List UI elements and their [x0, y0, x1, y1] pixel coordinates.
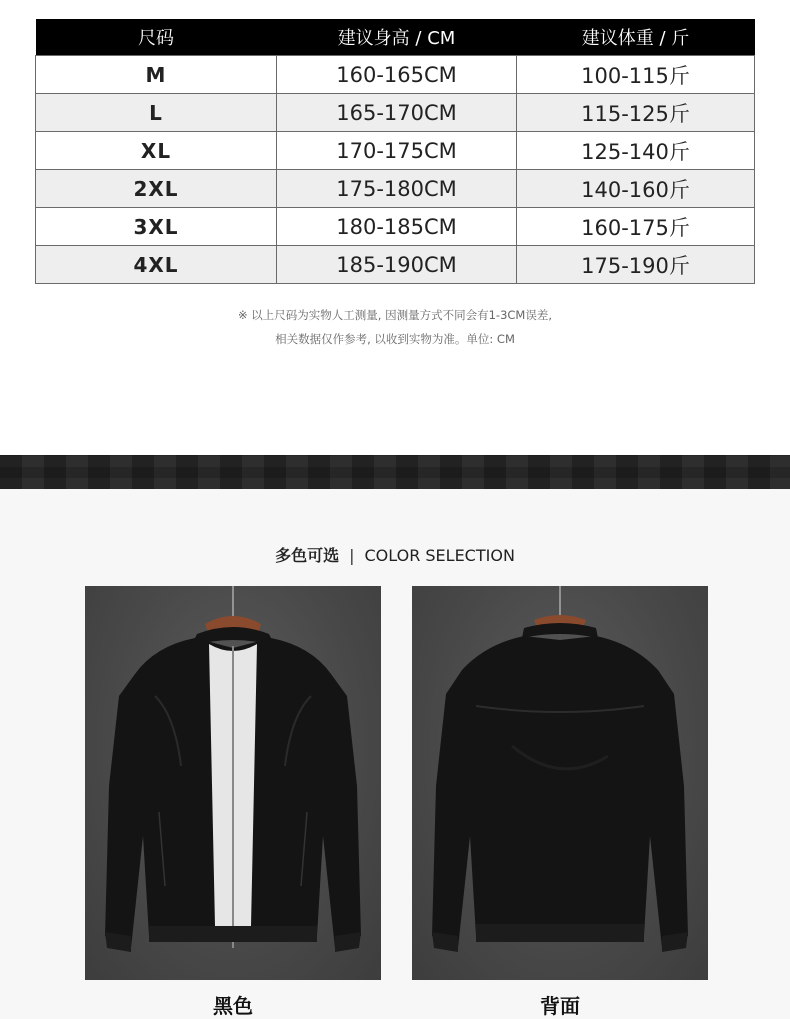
caption-black: 黑色 [213, 994, 253, 1018]
height-cell: 185-190CM [277, 246, 517, 284]
measurement-note-line2: 相关数据仅作参考, 以收到实物为准。单位: CM [275, 332, 515, 346]
height-cell: 170-175CM [277, 132, 517, 170]
size-chart-header-row [36, 19, 755, 56]
height-cell: 175-180CM [277, 170, 517, 208]
weight-cell: 140-160斤 [517, 170, 755, 208]
size-cell: XL [36, 132, 277, 170]
section-divider-banner [0, 455, 790, 489]
header-weight: 建议体重 / 斤 [517, 19, 755, 56]
table-row [36, 170, 755, 208]
jacket-back-image [412, 586, 708, 980]
color-selection-title [0, 543, 790, 566]
size-cell: L [36, 94, 277, 132]
weight-cell: 125-140斤 [517, 132, 755, 170]
header-height: 建议身高 / CM [277, 19, 517, 56]
size-cell: 4XL [36, 246, 277, 284]
height-cell: 160-165CM [277, 56, 517, 94]
size-cell: 2XL [36, 170, 277, 208]
jacket-back-icon [412, 586, 708, 980]
weight-cell: 100-115斤 [517, 56, 755, 94]
weight-cell: 115-125斤 [517, 94, 755, 132]
title-separator: | [349, 546, 355, 565]
table-row [36, 132, 755, 170]
header-size: 尺码 [36, 19, 277, 56]
title-en: COLOR SELECTION [364, 546, 515, 565]
table-row [36, 94, 755, 132]
jacket-front-icon [85, 586, 381, 980]
title-cn: 多色可选 [275, 546, 340, 565]
weight-cell: 175-190斤 [517, 246, 755, 284]
weight-cell: 160-175斤 [517, 208, 755, 246]
measurement-note-line1: ※ 以上尺码为实物人工测量, 因测量方式不同会有1-3CM误差, [238, 308, 552, 322]
size-chart-table [35, 19, 755, 284]
height-cell: 165-170CM [277, 94, 517, 132]
caption-back: 背面 [540, 994, 580, 1018]
table-row [36, 56, 755, 94]
jacket-front-image [85, 586, 381, 980]
table-row [36, 208, 755, 246]
height-cell: 180-185CM [277, 208, 517, 246]
table-row [36, 246, 755, 284]
size-cell: 3XL [36, 208, 277, 246]
size-cell: M [36, 56, 277, 94]
